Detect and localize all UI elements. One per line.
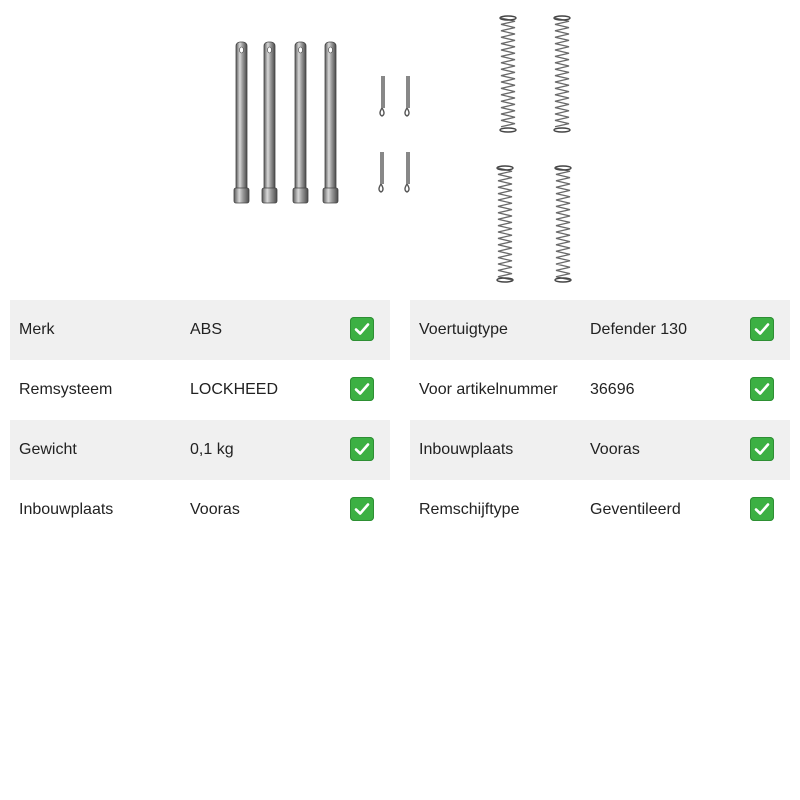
check-icon (750, 497, 774, 521)
spec-table-right (410, 300, 790, 540)
spec-row (10, 300, 390, 360)
spec-value: LOCKHEED (190, 381, 279, 398)
check-icon (750, 317, 774, 341)
cotter-pin (379, 152, 383, 192)
spec-label: Inbouwplaats (19, 501, 114, 518)
guide-pin (234, 42, 249, 203)
spec-label: Voor artikelnummer (419, 381, 558, 398)
cotter-pin (405, 76, 409, 116)
spec-row (410, 360, 790, 420)
spec-row (410, 420, 790, 480)
guide-pin (262, 42, 277, 203)
guide-pin (323, 42, 338, 203)
spec-label: Gewicht (19, 441, 77, 458)
spec-value: ABS (190, 321, 223, 338)
cotter-pin (405, 152, 409, 192)
check-icon (750, 377, 774, 401)
spec-label: Inbouwplaats (419, 441, 514, 458)
guide-pin (293, 42, 308, 203)
check-icon (350, 317, 374, 341)
spec-value: Geventileerd (590, 501, 681, 518)
spec-value: Defender 130 (590, 321, 687, 338)
spring (497, 166, 513, 282)
spec-label: Remschijftype (419, 501, 520, 518)
spec-value: Vooras (590, 441, 640, 458)
spring (555, 166, 571, 282)
spring (500, 16, 516, 132)
spec-label: Merk (19, 321, 55, 338)
check-icon (350, 497, 374, 521)
spring (554, 16, 570, 132)
spec-row (410, 300, 790, 360)
spec-value: Vooras (190, 501, 240, 518)
spec-row (10, 360, 390, 420)
spec-value: 36696 (590, 381, 635, 398)
spec-value: 0,1 kg (190, 441, 234, 458)
spec-row (410, 480, 790, 540)
product-image (0, 0, 800, 290)
spec-row (10, 480, 390, 540)
spec-row (10, 420, 390, 480)
check-icon (750, 437, 774, 461)
cotter-pin (380, 76, 384, 116)
spec-label: Remsysteem (19, 381, 113, 398)
spec-label: Voertuigtype (419, 321, 508, 338)
check-icon (350, 377, 374, 401)
spec-table-left (10, 300, 390, 540)
check-icon (350, 437, 374, 461)
